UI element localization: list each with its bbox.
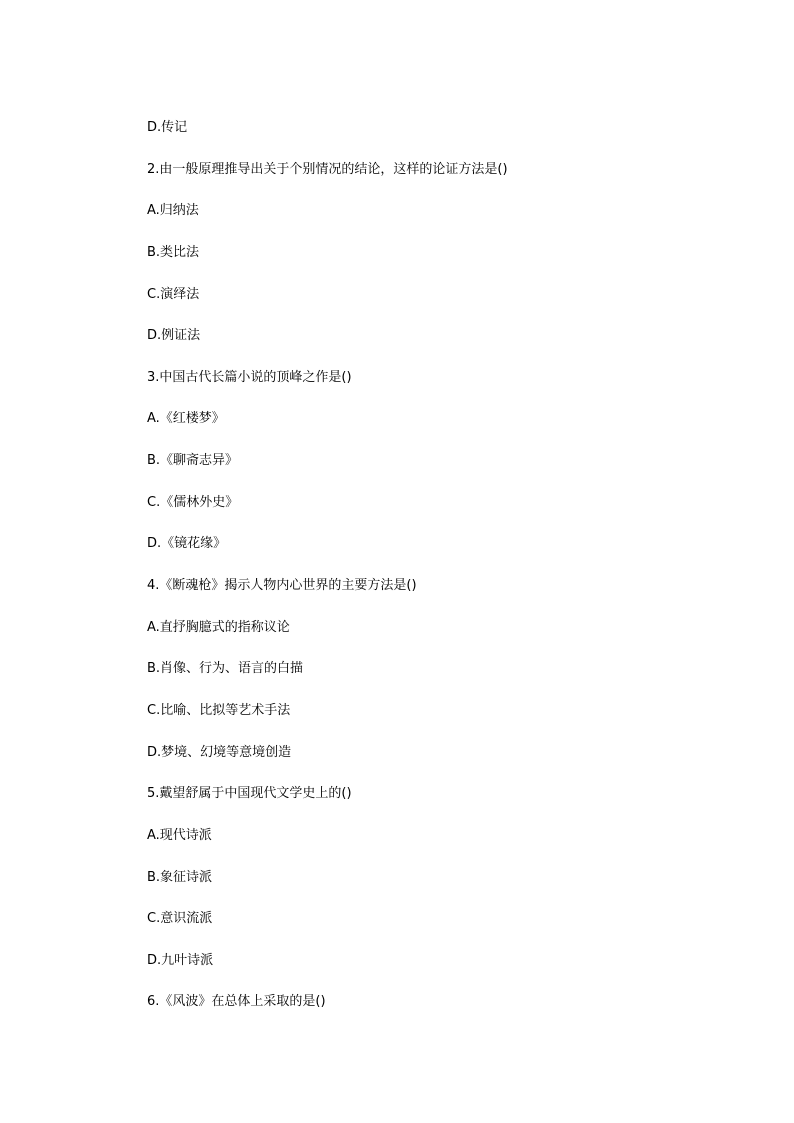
option-b-q4: B.肖像、行为、语言的白描 [147,661,304,677]
document-page [147,118,747,1034]
option-c-q2: C.演绎法 [147,286,200,302]
option-a-q3: A.《红楼梦》 [147,411,225,427]
option-d-q5: D.九叶诗派 [147,952,214,968]
option-a-q4: A.直抒胸臆式的指称议论 [147,619,290,635]
question-6: 6.《风波》在总体上采取的是() [147,994,326,1010]
option-d-q1: D.传记 [147,120,188,135]
option-d-q3: D.《镜花缘》 [147,536,227,552]
option-b-q3: B.《聊斋志异》 [147,453,239,469]
option-d-q2: D.例证法 [147,328,201,344]
option-b-q2: B.类比法 [147,244,200,260]
option-c-q4: C.比喻、比拟等艺术手法 [147,702,291,718]
option-d-q4: D.梦境、幻境等意境创造 [147,744,292,760]
question-3: 3.中国古代长篇小说的顶峰之作是() [147,369,352,385]
option-b-q5: B.象征诗派 [147,869,213,885]
question-5: 5.戴望舒属于中国现代文学史上的() [147,786,352,802]
option-c-q3: C.《儒林外史》 [147,494,239,510]
question-2: 2.由一般原理推导出关于个别情况的结论，这样的论证方法是() [147,161,508,177]
question-4: 4.《断魂枪》揭示人物内心世界的主要方法是() [147,578,417,594]
option-a-q2: A.归纳法 [147,203,199,219]
option-c-q5: C.意识流派 [147,911,213,927]
option-a-q5: A.现代诗派 [147,827,212,843]
